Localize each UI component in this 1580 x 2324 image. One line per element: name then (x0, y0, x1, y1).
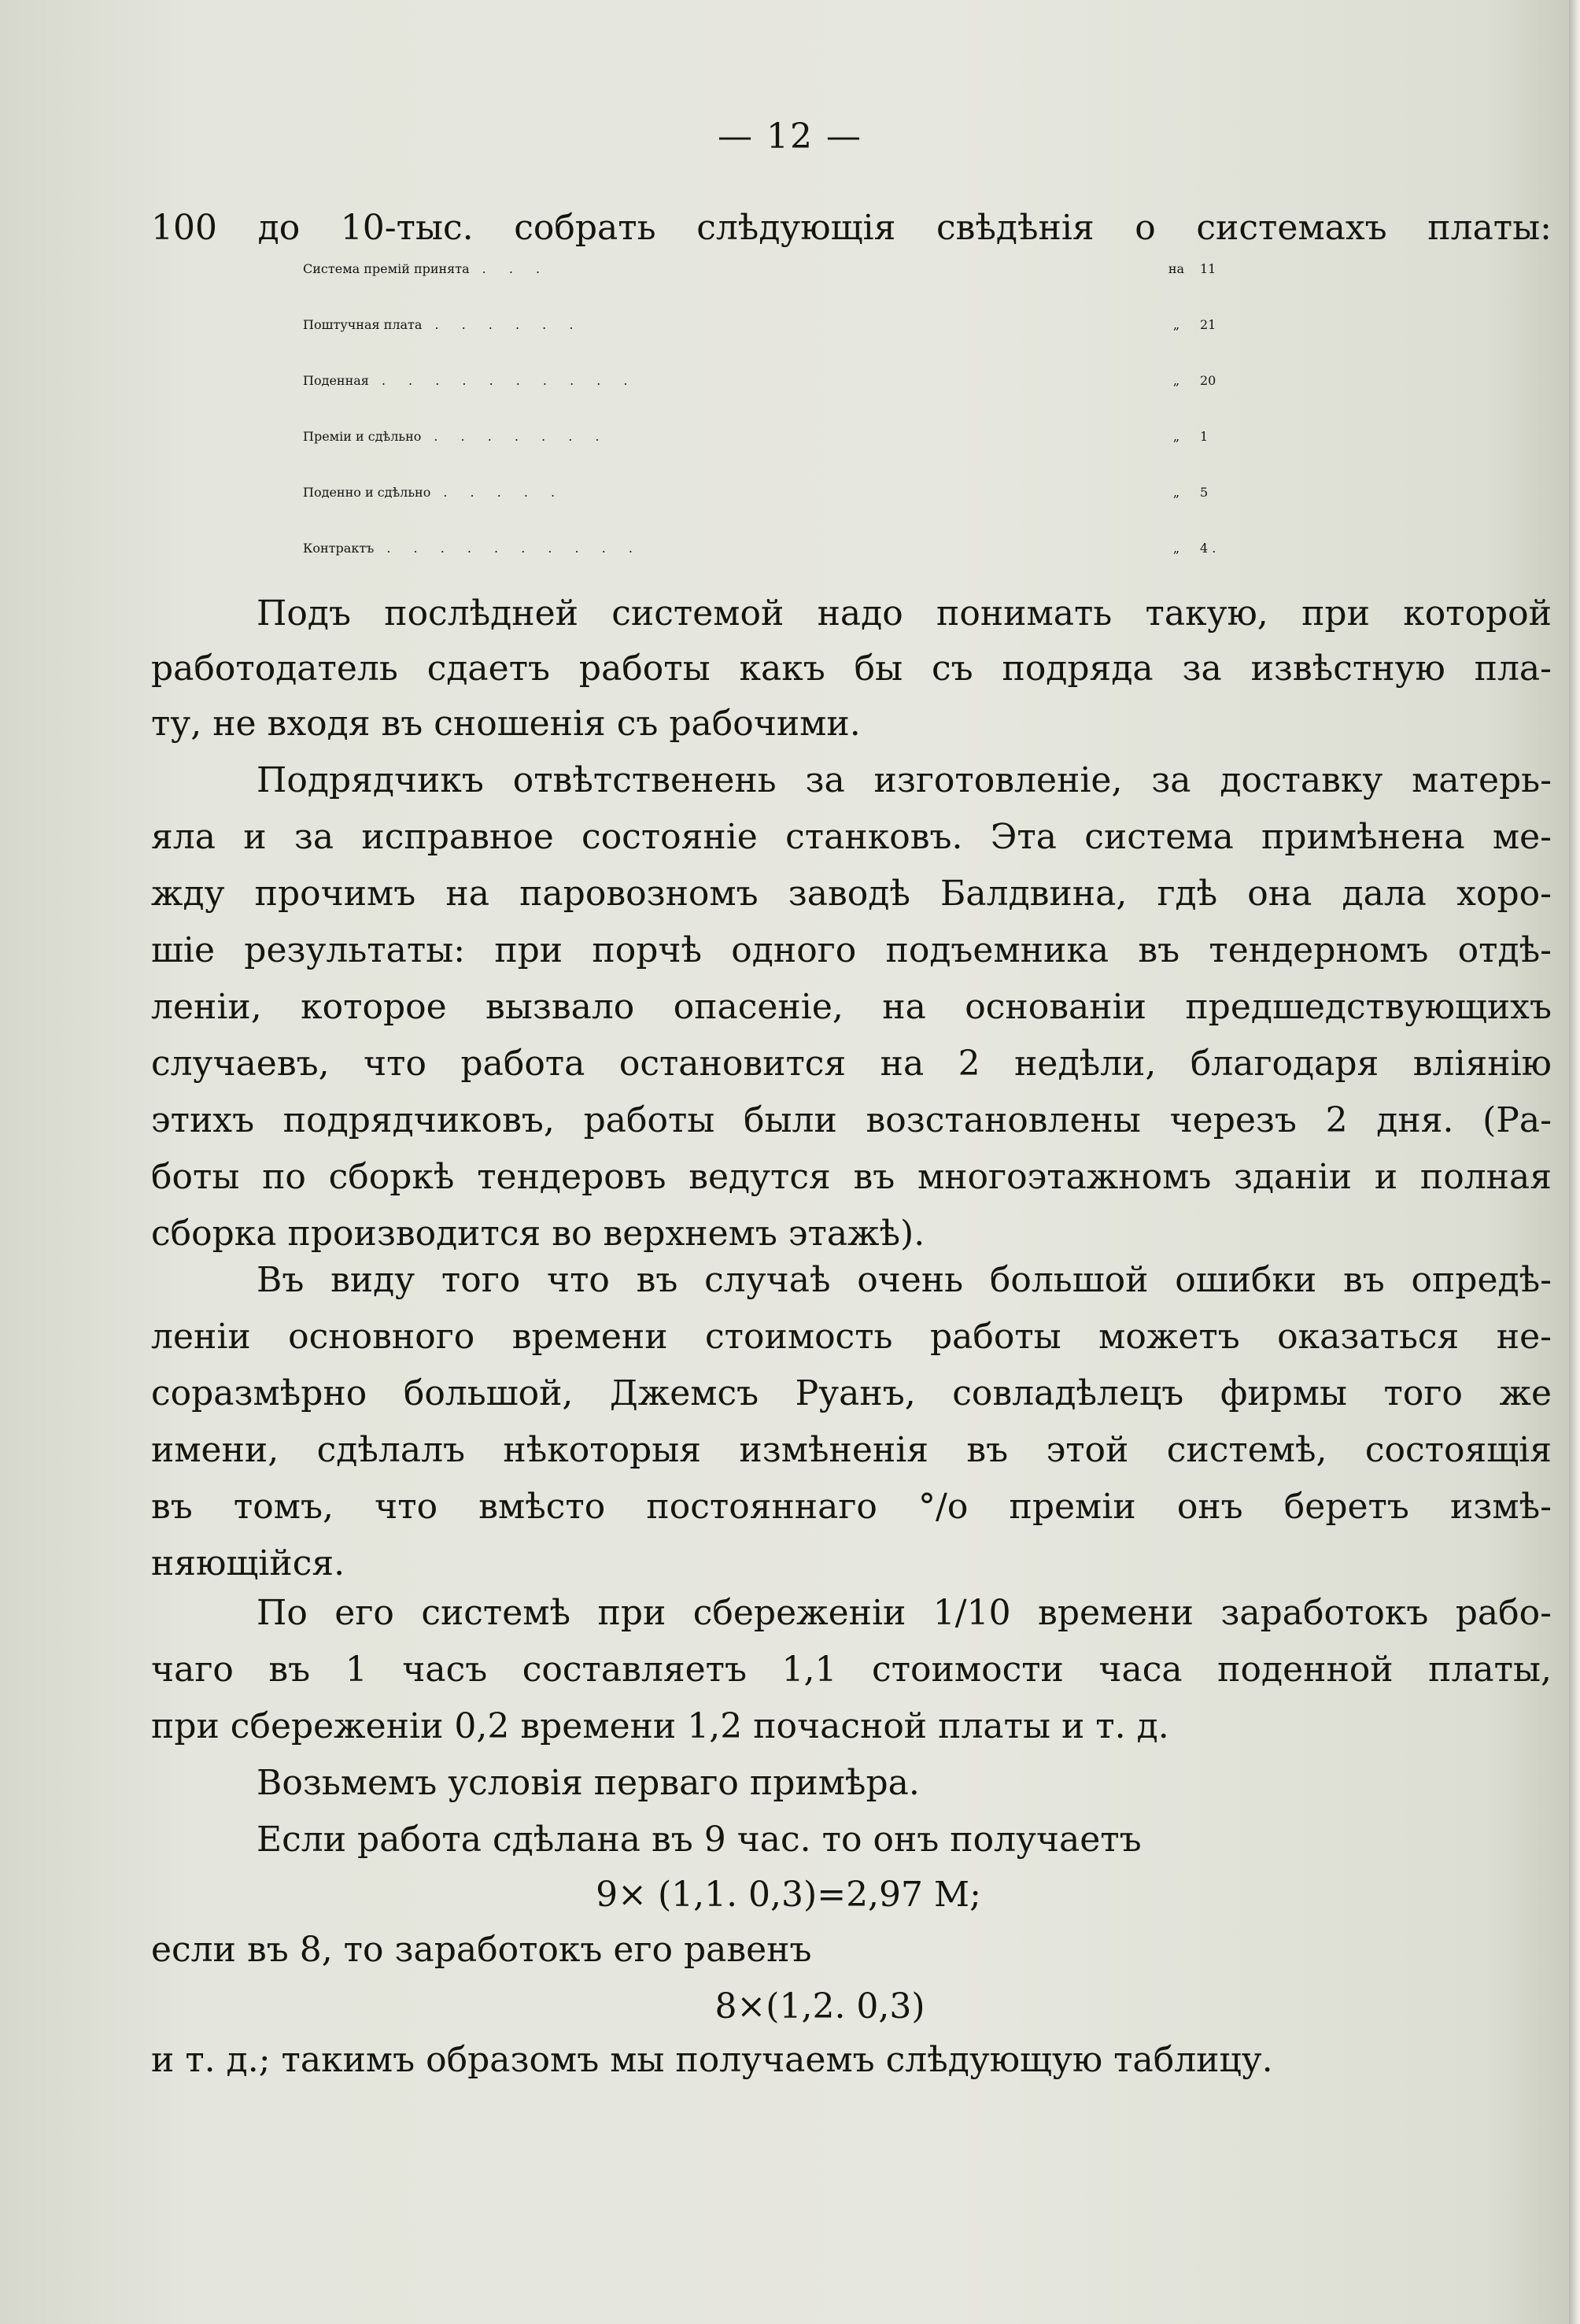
paragraph-line: сборка производится во верхнемъ этажѣ). (151, 1217, 925, 1254)
table-row (303, 485, 1263, 529)
row-dots: . . . . . . . . . . (386, 541, 642, 556)
paragraph-line: боты по сборкѣ тендеровъ ведутся въ многоэтажномъ зданіи и полная (151, 1160, 1552, 1197)
row-label: Поштучная плата (303, 317, 423, 332)
example-intro: Возьмемъ условія перваго примѣра. (257, 1766, 920, 1803)
paragraph-line: жду прочимъ на паровозномъ заводѣ Балдвина, гдѣ она дала хоро- (151, 877, 1552, 914)
row-ditto: „ (1172, 373, 1180, 388)
row-value: 4 . (1200, 541, 1216, 556)
paragraph-line: По его системѣ при сбереженіи 1/10 времени заработокъ рабо- (257, 1596, 1552, 1633)
paragraph-line: леніи основного времени стоимость работы можетъ оказаться не- (151, 1320, 1552, 1357)
paragraph-line: Въ виду того что въ случаѣ очень большой ошибки въ опредѣ- (257, 1263, 1552, 1300)
row-value: 1 (1200, 429, 1209, 444)
paragraph-line: чаго въ 1 часъ составляетъ 1,1 стоимости часа поденной платы, (151, 1653, 1552, 1690)
formula: 9× (1,1. 0,3)=2,97 M; (596, 1878, 981, 1915)
table-row (303, 373, 1263, 417)
page-edge (1569, 0, 1580, 2324)
paragraph-line: яла и за исправное состояніе станковъ. Эта система примѣнена ме- (151, 820, 1552, 857)
paragraph-line: Подъ послѣдней системой надо понимать такую, при которой (257, 597, 1552, 634)
row-dots: . . . . . . . . . . (381, 373, 637, 388)
row-dots: . . . . . . . (434, 429, 609, 444)
page-number: — 12 — (718, 116, 862, 157)
row-dots: . . . . . . (434, 317, 583, 332)
formula: 8×(1,2. 0,3) (714, 1990, 925, 2027)
closing-line: и т. д.; такимъ образомъ мы получаемъ слѣдующую таблицу. (151, 2043, 1273, 2080)
table-row (303, 317, 1263, 361)
intro-line: 100 до 10-тыс. собрать слѣдующія свѣдѣнія о системахъ платы: (151, 211, 1552, 248)
paragraph-line: Подрядчикъ отвѣтственень за изготовленіе, за доставку матерь- (257, 763, 1552, 800)
paragraph-line: при сбереженіи 0,2 времени 1,2 почасной платы и т. д. (151, 1709, 1169, 1746)
row-dots: . . . (482, 261, 550, 276)
row-label: Поденно и сдѣльно (303, 485, 431, 500)
row-ditto: „ (1172, 485, 1180, 500)
table-row (303, 541, 1263, 585)
paragraph-line: въ томъ, что вмѣсто постояннаго °/о преміи онъ беретъ измѣ- (151, 1490, 1552, 1527)
row-value: 21 (1200, 317, 1216, 332)
row-label: Система премій принята (303, 261, 470, 276)
row-ditto: „ (1172, 429, 1180, 444)
paragraph-line: леніи, которое вызвало опасеніе, на основаніи предшедствующихъ (151, 990, 1552, 1027)
example-line: Если работа сдѣлана въ 9 час. то онъ получаетъ (257, 1823, 1142, 1860)
table-row (303, 429, 1263, 473)
row-dots: . . . . . (443, 485, 565, 500)
row-ditto: „ (1172, 317, 1180, 332)
example-line: если въ 8, то заработокъ его равенъ (151, 1933, 812, 1970)
paragraph-line: няющійся. (151, 1546, 345, 1583)
paragraph-line: ту, не входя въ сношенія съ рабочими. (151, 707, 861, 744)
row-ditto: „ (1172, 541, 1180, 556)
row-ditto: на (1168, 261, 1185, 276)
row-value: 20 (1200, 373, 1216, 388)
paragraph-line: случаевъ, что работа остановится на 2 недѣли, благодаря вліянію (151, 1047, 1552, 1084)
row-value: 11 (1200, 261, 1216, 276)
row-value: 5 (1200, 485, 1209, 500)
row-label: Поденная (303, 373, 369, 388)
paragraph-line: этихъ подрядчиковъ, работы были возстановлены черезъ 2 дня. (Ра- (151, 1103, 1552, 1140)
row-label: Преміи и сдѣльно (303, 429, 422, 444)
paragraph-line: имени, сдѣлалъ нѣкоторыя измѣненія въ этой системѣ, состоящія (151, 1433, 1552, 1470)
paragraph-line: соразмѣрно большой, Джемсъ Руанъ, совладѣлецъ фирмы того же (151, 1376, 1552, 1413)
paragraph-line: работодатель сдаетъ работы какъ бы съ подряда за извѣстную пла- (151, 652, 1552, 689)
row-label: Контрактъ (303, 541, 375, 556)
table-row (303, 261, 1263, 305)
paragraph-line: шіе результаты: при порчѣ одного подъемника въ тендерномъ отдѣ- (151, 933, 1552, 970)
